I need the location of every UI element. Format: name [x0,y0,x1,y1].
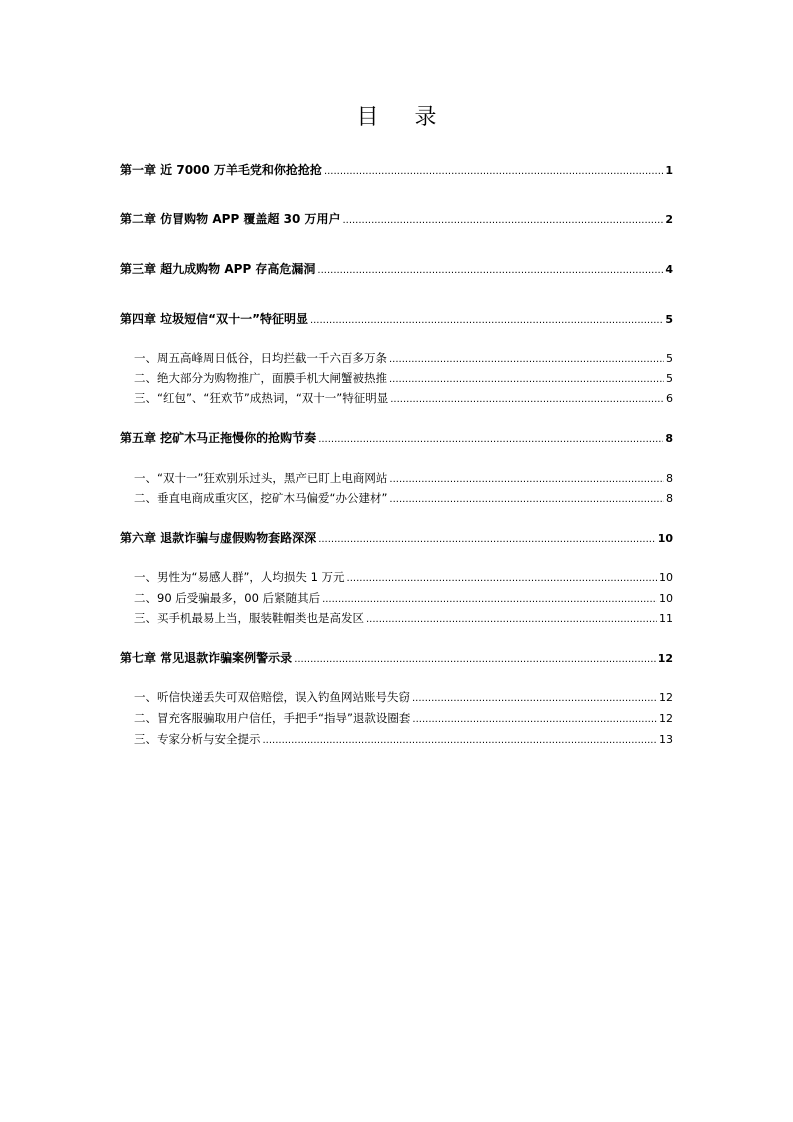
toc-page-number: 12 [657,652,673,665]
toc-leader [263,731,658,749]
toc-entry-label: 一、周五高峰周日低谷，日均拦截一千六百多万条 [134,351,387,365]
toc-page-number: 5 [666,372,673,385]
toc-leader [389,490,664,508]
toc-leader [318,530,656,548]
page-title [0,100,793,131]
toc-chapter-4[interactable] [120,311,673,329]
toc-entry-label: 第二章 仿冒购物 APP 覆盖超 30 万用户 [120,212,341,226]
toc-leader [412,710,657,728]
toc-leader [317,261,663,279]
toc-chapter-6[interactable] [120,530,673,548]
toc-entry-label: 二、垂直电商成重灾区，挖矿木马偏爱“办公建材” [134,491,388,505]
toc-page-number: 2 [665,213,673,226]
toc-entry-label: 三、专家分析与安全提示 [134,732,261,746]
toc-entry-label: 二、绝大部分为购物推广，面膜手机大闸蟹被热推 [134,371,387,385]
toc-page-number: 11 [659,612,673,625]
toc-page-number: 6 [666,392,673,405]
toc-entry-label: 三、买手机最易上当，服装鞋帽类也是高发区 [134,611,364,625]
toc-section-5-1[interactable] [120,470,673,488]
toc-leader [390,390,664,408]
toc-leader [322,590,657,608]
toc-entry-label: 第一章 近 7000 万羊毛党和你抢抢抢 [120,163,322,177]
toc-chapter-5[interactable] [120,430,673,448]
toc-leader [347,569,657,587]
toc-section-5-2[interactable] [120,490,673,508]
toc-page-number: 4 [665,263,673,276]
toc-section-6-3[interactable] [120,610,673,628]
toc-page-number: 5 [665,313,673,326]
toc-page-number: 13 [659,733,673,746]
toc-entry-label: 一、听信快递丢失可双倍赔偿，误入钓鱼网站账号失窃 [134,690,410,704]
toc-entry-label: 三、“红包”、“狂欢节”成热词，“双十一”特征明显 [134,391,389,405]
toc-leader [389,370,664,388]
toc-section-6-1[interactable] [120,569,673,587]
toc-chapter-2[interactable] [120,211,673,229]
toc-page-number: 1 [665,164,673,177]
toc-chapter-7[interactable] [120,650,673,668]
toc-entry-label: 一、男性为“易感人群”，人均损失 1 万元 [134,570,345,584]
title-part-2: 录 [414,105,437,130]
toc-entry-label: 第五章 挖矿木马正拖慢你的抢购节奏 [120,431,317,445]
toc-chapter-1[interactable] [120,162,673,180]
toc-leader [310,311,663,329]
toc-section-4-2[interactable] [120,370,673,388]
toc-leader [342,211,663,229]
toc-entry-label: 第六章 退款诈骗与虚假购物套路深深 [120,531,317,545]
toc-entry-label: 一、“双十一”狂欢别乐过头，黑产已盯上电商网站 [134,471,388,485]
toc-section-7-3[interactable] [120,731,673,749]
toc-section-7-1[interactable] [120,689,673,707]
toc-page-number: 12 [659,712,673,725]
toc-chapter-3[interactable] [120,261,673,279]
toc-section-7-2[interactable] [120,710,673,728]
toc-leader [318,430,663,448]
toc-leader [366,610,657,628]
toc-leader [412,689,657,707]
toc-entry-label: 第七章 常见退款诈骗案例警示录 [120,651,293,665]
toc-leader [389,470,664,488]
toc-page-number: 10 [659,571,673,584]
toc-leader [324,162,663,180]
toc-page-number: 8 [666,492,673,505]
title-part-1: 目 [356,105,379,130]
toc-page-number: 8 [666,472,673,485]
toc-leader [294,650,656,668]
toc-page-number: 10 [659,592,673,605]
toc-page-number: 5 [666,352,673,365]
toc-section-4-3[interactable] [120,390,673,408]
toc-section-6-2[interactable] [120,590,673,608]
toc-page-number: 10 [657,532,673,545]
toc-section-4-1[interactable] [120,350,673,368]
toc-entry-label: 二、冒充客服骗取用户信任，手把手“指导”退款设圈套 [134,711,411,725]
toc-entry-label: 第三章 超九成购物 APP 存高危漏洞 [120,262,316,276]
toc-page-number: 8 [665,432,673,445]
toc-leader [389,350,664,368]
toc-entry-label: 二、90 后受骗最多，00 后紧随其后 [134,591,321,605]
toc-entry-label: 第四章 垃圾短信“双十一”特征明显 [120,312,308,326]
toc-page-number: 12 [659,691,673,704]
